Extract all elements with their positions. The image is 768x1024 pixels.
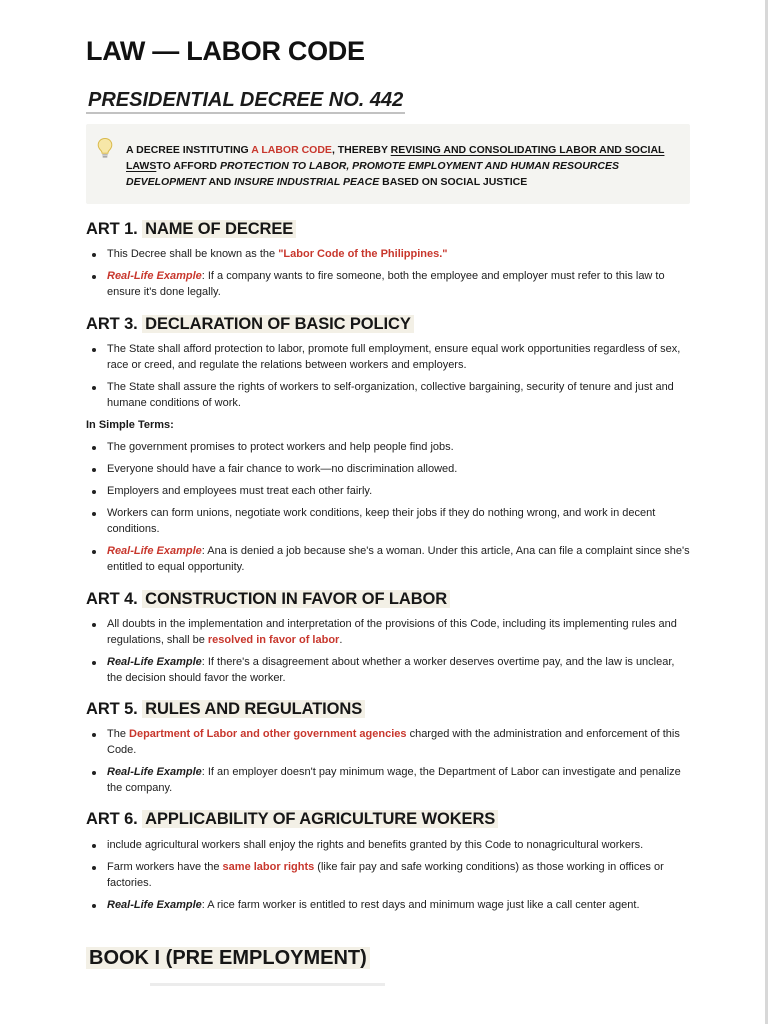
art4-heading: ART 4. CONSTRUCTION IN FAVOR OF LABOR — [86, 590, 450, 609]
list-item: Employers and employees must treat each other fairly. — [90, 483, 690, 499]
art5-list — [90, 726, 690, 802]
divider — [150, 983, 385, 986]
list-item: Farm workers have the same labor rights (like fair pay and safe working conditions) as those working in offices or factories. — [90, 859, 690, 891]
list-item: The State shall assure the rights of workers to self-organization, collective bargaining, security of tenure and just and humane conditions of work. — [90, 379, 690, 411]
book-heading: BOOK I (PRE EMPLOYMENT) — [86, 947, 370, 970]
art5-heading: ART 5. RULES AND REGULATIONS — [86, 700, 365, 719]
list-item: Real-Life Example: Ana is denied a job because she's a woman. Under this article, Ana can file a complaint since she's entitled to equal opportunity. — [90, 543, 690, 575]
list-item: All doubts in the implementation and interpretation of the provisions of this Code, including its implementing rules and regulations, shall be resolved in favor of labor. — [90, 616, 690, 648]
list-item: Real-Life Example: If there's a disagreement about whether a worker deserves overtime pay, and the law is unclear, the decision should favor the worker. — [90, 654, 690, 686]
list-item: The State shall afford protection to labor, promote full employment, ensure equal work opportunities regardless of sex, race or creed, and regulate the relations between workers and employers. — [90, 341, 690, 373]
list-item: Real-Life Example: If an employer doesn't pay minimum wage, the Department of Labor can investigate and penalize the company. — [90, 764, 690, 796]
page-title: LAW — LABOR CODE — [86, 36, 365, 66]
lightbulb-icon — [96, 137, 114, 159]
callout-text: A DECREE INSTITUTING A LABOR CODE, THEREBY REVISING AND CONSOLIDATING LABOR AND SOCIAL LAWSTO AFFORD PROTECTION TO LABOR, PROMOTE EMPLOYMENT AND HUMAN RESOURCES DEVELOPMENT AND INSURE INDUSTRIAL PEACE BASED ON SOCIAL JUSTICE — [126, 144, 665, 188]
simple-terms-list — [90, 439, 690, 581]
list-item: Real-Life Example: A rice farm worker is entitled to rest days and minimum wage just like a call center agent. — [90, 897, 690, 913]
list-item: The Department of Labor and other government agencies charged with the administration and enforcement of this Code. — [90, 726, 690, 758]
art4-list — [90, 616, 690, 692]
list-item: Everyone should have a fair chance to work—no discrimination allowed. — [90, 461, 690, 477]
art6-heading: ART 6. APPLICABILITY OF AGRICULTURE WOKERS — [86, 810, 498, 829]
art1-list — [90, 246, 690, 306]
simple-terms-label: In Simple Terms: — [86, 419, 174, 431]
list-item: This Decree shall be known as the "Labor Code of the Philippines." — [90, 246, 690, 262]
list-item: Real-Life Example: If a company wants to fire someone, both the employee and employer must refer to this law to ensure it's done legally. — [90, 268, 690, 300]
page-subtitle: PRESIDENTIAL DECREE NO. 442 — [86, 89, 405, 114]
art3-list — [90, 341, 690, 417]
decree-callout — [86, 124, 690, 204]
list-item: The government promises to protect workers and help people find jobs. — [90, 439, 690, 455]
art1-heading: ART 1. NAME OF DECREE — [86, 220, 296, 239]
art3-heading: ART 3. DECLARATION OF BASIC POLICY — [86, 315, 414, 334]
list-item: include agricultural workers shall enjoy the rights and benefits granted by this Code to nonagricultural workers. — [90, 837, 690, 853]
list-item: Workers can form unions, negotiate work conditions, keep their jobs if they do nothing wrong, and work in decent conditions. — [90, 505, 690, 537]
art6-list — [90, 837, 690, 919]
